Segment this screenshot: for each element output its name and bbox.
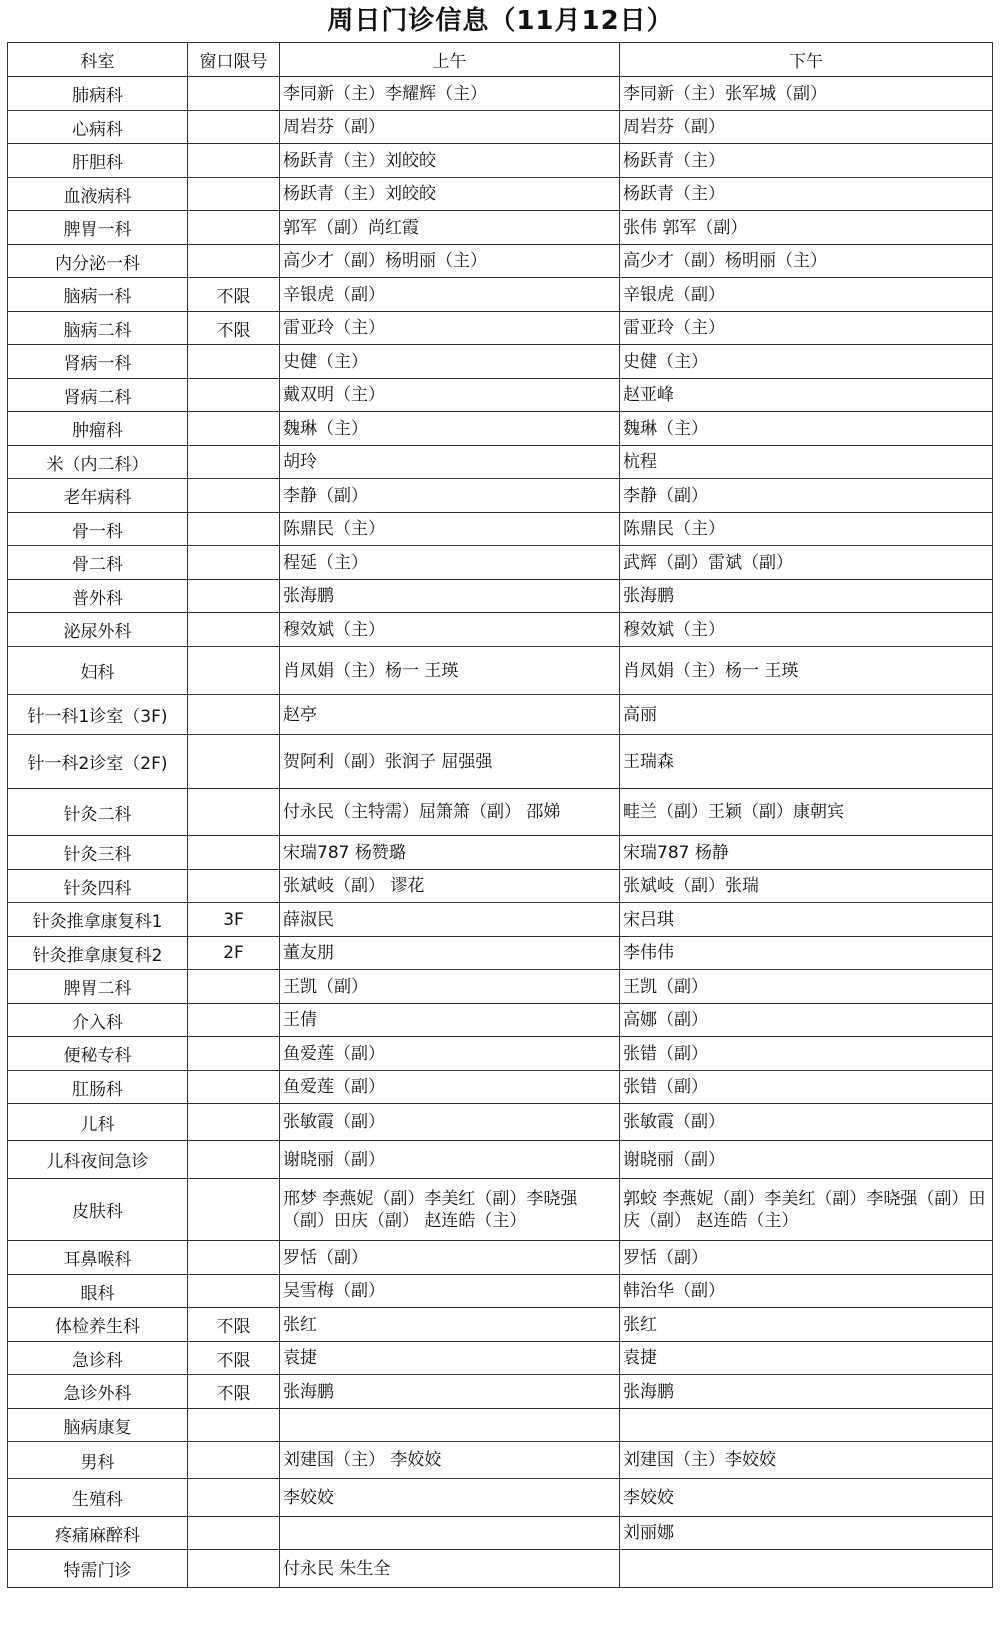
department-cell: 血液病科 bbox=[8, 178, 188, 211]
department-cell: 急诊科 bbox=[8, 1342, 188, 1375]
morning-doctors-cell: 戴双明（主） bbox=[280, 379, 620, 412]
morning-doctors-cell: 邢梦 李燕妮（副）李美红（副）李晓强（副）田庆（副） 赵连皓（主） bbox=[280, 1179, 620, 1241]
department-cell: 骨一科 bbox=[8, 513, 188, 546]
department-cell: 儿科 bbox=[8, 1104, 188, 1141]
afternoon-doctors-cell: 刘建国（主）李姣姣 bbox=[620, 1442, 993, 1479]
morning-doctors-cell: 付永民 朱生全 bbox=[280, 1550, 620, 1588]
window-limit-cell bbox=[188, 695, 280, 735]
morning-doctors-cell: 鱼爱莲（副） bbox=[280, 1071, 620, 1104]
afternoon-doctors-cell: 雷亚玲（主） bbox=[620, 312, 993, 345]
window-limit-cell: 不限 bbox=[188, 312, 280, 345]
table-row bbox=[8, 580, 993, 613]
window-limit-cell: 不限 bbox=[188, 1375, 280, 1409]
afternoon-doctors-cell: 张伟 郭军（副） bbox=[620, 211, 993, 245]
window-limit-cell bbox=[188, 836, 280, 870]
window-limit-cell bbox=[188, 412, 280, 446]
window-limit-cell bbox=[188, 580, 280, 613]
department-cell: 男科 bbox=[8, 1442, 188, 1479]
table-row bbox=[8, 613, 993, 647]
clinic-schedule-table bbox=[7, 42, 993, 1588]
afternoon-doctors-cell: 张错（副） bbox=[620, 1037, 993, 1071]
department-cell: 肿瘤科 bbox=[8, 412, 188, 446]
department-cell: 急诊外科 bbox=[8, 1375, 188, 1409]
department-cell: 耳鼻喉科 bbox=[8, 1241, 188, 1275]
window-limit-cell bbox=[188, 546, 280, 580]
table-row bbox=[8, 735, 993, 789]
morning-doctors-cell: 张海鹏 bbox=[280, 580, 620, 613]
morning-doctors-cell: 谢晓丽（副） bbox=[280, 1141, 620, 1179]
morning-doctors-cell: 周岩芬（副） bbox=[280, 111, 620, 144]
department-cell: 针灸推拿康复科1 bbox=[8, 903, 188, 937]
department-cell: 眼科 bbox=[8, 1275, 188, 1308]
morning-doctors-cell bbox=[280, 1409, 620, 1442]
afternoon-doctors-cell: 赵亚峰 bbox=[620, 379, 993, 412]
window-limit-cell bbox=[188, 1004, 280, 1037]
department-cell: 妇科 bbox=[8, 647, 188, 695]
window-limit-cell bbox=[188, 1141, 280, 1179]
morning-doctors-cell: 雷亚玲（主） bbox=[280, 312, 620, 345]
window-limit-cell bbox=[188, 1550, 280, 1588]
morning-doctors-cell: 贺阿利（副）张润子 屈强强 bbox=[280, 735, 620, 789]
morning-doctors-cell: 李同新（主）李耀辉（主） bbox=[280, 77, 620, 111]
window-limit-cell bbox=[188, 513, 280, 546]
afternoon-doctors-cell: 宋瑞787 杨静 bbox=[620, 836, 993, 870]
morning-doctors-cell: 杨跃青（主）刘皎皎 bbox=[280, 178, 620, 211]
afternoon-doctors-cell: 高少才（副）杨明丽（主） bbox=[620, 245, 993, 278]
window-limit-cell bbox=[188, 1037, 280, 1071]
afternoon-doctors-cell: 畦兰（副）王颖（副）康朝宾 bbox=[620, 789, 993, 836]
department-cell: 体检养生科 bbox=[8, 1308, 188, 1342]
department-cell: 针灸三科 bbox=[8, 836, 188, 870]
table-row bbox=[8, 77, 993, 111]
morning-doctors-cell: 张斌岐（副） 谬花 bbox=[280, 870, 620, 903]
department-cell: 肾病一科 bbox=[8, 345, 188, 379]
afternoon-doctors-cell: 高娜（副） bbox=[620, 1004, 993, 1037]
window-limit-cell bbox=[188, 735, 280, 789]
department-cell: 脾胃一科 bbox=[8, 211, 188, 245]
table-row bbox=[8, 970, 993, 1004]
morning-doctors-cell: 陈鼎民（主） bbox=[280, 513, 620, 546]
table-row bbox=[8, 513, 993, 546]
header-window-limit: 窗口限号 bbox=[188, 43, 280, 77]
morning-doctors-cell: 郭军（副）尚红霞 bbox=[280, 211, 620, 245]
department-cell: 肛肠科 bbox=[8, 1071, 188, 1104]
table-row bbox=[8, 1104, 993, 1141]
table-row bbox=[8, 144, 993, 178]
table-row bbox=[8, 245, 993, 278]
table-row bbox=[8, 789, 993, 836]
afternoon-doctors-cell: 张海鹏 bbox=[620, 1375, 993, 1409]
afternoon-doctors-cell: 谢晓丽（副） bbox=[620, 1141, 993, 1179]
table-row bbox=[8, 695, 993, 735]
afternoon-doctors-cell: 史健（主） bbox=[620, 345, 993, 379]
department-cell: 特需门诊 bbox=[8, 1550, 188, 1588]
department-cell: 骨二科 bbox=[8, 546, 188, 580]
morning-doctors-cell: 董友朋 bbox=[280, 937, 620, 970]
department-cell: 脑病一科 bbox=[8, 278, 188, 312]
morning-doctors-cell: 张红 bbox=[280, 1308, 620, 1342]
afternoon-doctors-cell: 李姣姣 bbox=[620, 1479, 993, 1517]
header-afternoon: 下午 bbox=[620, 43, 993, 77]
table-row bbox=[8, 1071, 993, 1104]
department-cell: 肺病科 bbox=[8, 77, 188, 111]
department-cell: 生殖科 bbox=[8, 1479, 188, 1517]
morning-doctors-cell: 穆效斌（主） bbox=[280, 613, 620, 647]
table-row bbox=[8, 1550, 993, 1588]
afternoon-doctors-cell: 辛银虎（副） bbox=[620, 278, 993, 312]
window-limit-cell bbox=[188, 1409, 280, 1442]
afternoon-doctors-cell: 杭程 bbox=[620, 446, 993, 479]
table-row bbox=[8, 278, 993, 312]
window-limit-cell bbox=[188, 1179, 280, 1241]
table-row bbox=[8, 412, 993, 446]
morning-doctors-cell bbox=[280, 1517, 620, 1550]
window-limit-cell: 2F bbox=[188, 937, 280, 970]
afternoon-doctors-cell: 魏琳（主） bbox=[620, 412, 993, 446]
window-limit-cell bbox=[188, 1241, 280, 1275]
morning-doctors-cell: 张海鹏 bbox=[280, 1375, 620, 1409]
window-limit-cell bbox=[188, 1517, 280, 1550]
department-cell: 米（内二科） bbox=[8, 446, 188, 479]
window-limit-cell: 不限 bbox=[188, 278, 280, 312]
table-row bbox=[8, 345, 993, 379]
afternoon-doctors-cell: 王瑞森 bbox=[620, 735, 993, 789]
table-row bbox=[8, 1004, 993, 1037]
afternoon-doctors-cell: 张错（副） bbox=[620, 1071, 993, 1104]
window-limit-cell bbox=[188, 870, 280, 903]
afternoon-doctors-cell: 武辉（副）雷斌（副） bbox=[620, 546, 993, 580]
morning-doctors-cell: 魏琳（主） bbox=[280, 412, 620, 446]
afternoon-doctors-cell: 郭蛟 李燕妮（副）李美红（副）李晓强（副）田庆（副） 赵连皓（主） bbox=[620, 1179, 993, 1241]
department-cell: 内分泌一科 bbox=[8, 245, 188, 278]
table-row bbox=[8, 1241, 993, 1275]
table-body bbox=[8, 77, 993, 1588]
department-cell: 针灸推拿康复科2 bbox=[8, 937, 188, 970]
department-cell: 肝胆科 bbox=[8, 144, 188, 178]
morning-doctors-cell: 李姣姣 bbox=[280, 1479, 620, 1517]
table-row bbox=[8, 1442, 993, 1479]
window-limit-cell: 不限 bbox=[188, 1342, 280, 1375]
morning-doctors-cell: 程延（主） bbox=[280, 546, 620, 580]
window-limit-cell bbox=[188, 479, 280, 513]
window-limit-cell: 不限 bbox=[188, 1308, 280, 1342]
window-limit-cell bbox=[188, 211, 280, 245]
afternoon-doctors-cell: 肖凤娟（主）杨一 王瑛 bbox=[620, 647, 993, 695]
table-row bbox=[8, 1141, 993, 1179]
department-cell: 脑病康复 bbox=[8, 1409, 188, 1442]
morning-doctors-cell: 赵亭 bbox=[280, 695, 620, 735]
afternoon-doctors-cell: 杨跃青（主） bbox=[620, 178, 993, 211]
table-row bbox=[8, 1342, 993, 1375]
department-cell: 便秘专科 bbox=[8, 1037, 188, 1071]
window-limit-cell bbox=[188, 1275, 280, 1308]
table-row bbox=[8, 312, 993, 345]
afternoon-doctors-cell: 张海鹏 bbox=[620, 580, 993, 613]
department-cell: 针一科1诊室（3F) bbox=[8, 695, 188, 735]
afternoon-doctors-cell: 韩治华（副） bbox=[620, 1275, 993, 1308]
department-cell: 介入科 bbox=[8, 1004, 188, 1037]
table-row bbox=[8, 1179, 993, 1241]
window-limit-cell bbox=[188, 1479, 280, 1517]
window-limit-cell bbox=[188, 446, 280, 479]
window-limit-cell bbox=[188, 647, 280, 695]
afternoon-doctors-cell: 杨跃青（主） bbox=[620, 144, 993, 178]
morning-doctors-cell: 罗恬（副） bbox=[280, 1241, 620, 1275]
table-row bbox=[8, 178, 993, 211]
afternoon-doctors-cell: 张红 bbox=[620, 1308, 993, 1342]
afternoon-doctors-cell bbox=[620, 1550, 993, 1588]
window-limit-cell bbox=[188, 379, 280, 412]
department-cell: 儿科夜间急诊 bbox=[8, 1141, 188, 1179]
window-limit-cell bbox=[188, 245, 280, 278]
department-cell: 针一科2诊室（2F) bbox=[8, 735, 188, 789]
department-cell: 疼痛麻醉科 bbox=[8, 1517, 188, 1550]
page-title: 周日门诊信息（11月12日） bbox=[327, 6, 674, 36]
header-department: 科室 bbox=[8, 43, 188, 77]
table-row bbox=[8, 546, 993, 580]
department-cell: 普外科 bbox=[8, 580, 188, 613]
window-limit-cell bbox=[188, 1104, 280, 1141]
afternoon-doctors-cell: 陈鼎民（主） bbox=[620, 513, 993, 546]
morning-doctors-cell: 鱼爱莲（副） bbox=[280, 1037, 620, 1071]
table-row bbox=[8, 1275, 993, 1308]
morning-doctors-cell: 胡玲 bbox=[280, 446, 620, 479]
window-limit-cell bbox=[188, 1442, 280, 1479]
window-limit-cell bbox=[188, 111, 280, 144]
morning-doctors-cell: 高少才（副）杨明丽（主） bbox=[280, 245, 620, 278]
morning-doctors-cell: 袁捷 bbox=[280, 1342, 620, 1375]
afternoon-doctors-cell: 李静（副） bbox=[620, 479, 993, 513]
table-row bbox=[8, 1308, 993, 1342]
table-row bbox=[8, 1479, 993, 1517]
table-row bbox=[8, 1409, 993, 1442]
window-limit-cell: 3F bbox=[188, 903, 280, 937]
window-limit-cell bbox=[188, 613, 280, 647]
morning-doctors-cell: 薛淑民 bbox=[280, 903, 620, 937]
table-row bbox=[8, 479, 993, 513]
morning-doctors-cell: 肖凤娟（主）杨一 王瑛 bbox=[280, 647, 620, 695]
window-limit-cell bbox=[188, 970, 280, 1004]
window-limit-cell bbox=[188, 789, 280, 836]
window-limit-cell bbox=[188, 1071, 280, 1104]
table-row bbox=[8, 937, 993, 970]
afternoon-doctors-cell: 李同新（主）张军城（副） bbox=[620, 77, 993, 111]
table-row bbox=[8, 903, 993, 937]
department-cell: 心病科 bbox=[8, 111, 188, 144]
morning-doctors-cell: 宋瑞787 杨赞璐 bbox=[280, 836, 620, 870]
window-limit-cell bbox=[188, 77, 280, 111]
table-row bbox=[8, 379, 993, 412]
department-cell: 脾胃二科 bbox=[8, 970, 188, 1004]
department-cell: 针灸二科 bbox=[8, 789, 188, 836]
department-cell: 老年病科 bbox=[8, 479, 188, 513]
morning-doctors-cell: 张敏霞（副） bbox=[280, 1104, 620, 1141]
afternoon-doctors-cell: 刘丽娜 bbox=[620, 1517, 993, 1550]
morning-doctors-cell: 史健（主） bbox=[280, 345, 620, 379]
window-limit-cell bbox=[188, 144, 280, 178]
department-cell: 脑病二科 bbox=[8, 312, 188, 345]
afternoon-doctors-cell: 袁捷 bbox=[620, 1342, 993, 1375]
morning-doctors-cell: 杨跃青（主）刘皎皎 bbox=[280, 144, 620, 178]
department-cell: 皮肤科 bbox=[8, 1179, 188, 1241]
morning-doctors-cell: 李静（副） bbox=[280, 479, 620, 513]
table-header-row bbox=[8, 43, 993, 77]
afternoon-doctors-cell: 穆效斌（主） bbox=[620, 613, 993, 647]
afternoon-doctors-cell: 王凯（副） bbox=[620, 970, 993, 1004]
afternoon-doctors-cell: 张敏霞（副） bbox=[620, 1104, 993, 1141]
table-row bbox=[8, 111, 993, 144]
table-row bbox=[8, 836, 993, 870]
morning-doctors-cell: 刘建国（主） 李姣姣 bbox=[280, 1442, 620, 1479]
table-row bbox=[8, 1517, 993, 1550]
table-row bbox=[8, 1375, 993, 1409]
window-limit-cell bbox=[188, 345, 280, 379]
morning-doctors-cell: 付永民（主特需）屈箫箫（副） 邵娣 bbox=[280, 789, 620, 836]
department-cell: 泌尿外科 bbox=[8, 613, 188, 647]
morning-doctors-cell: 吴雪梅（副） bbox=[280, 1275, 620, 1308]
table-row bbox=[8, 870, 993, 903]
window-limit-cell bbox=[188, 178, 280, 211]
department-cell: 肾病二科 bbox=[8, 379, 188, 412]
table-row bbox=[8, 211, 993, 245]
afternoon-doctors-cell: 宋吕琪 bbox=[620, 903, 993, 937]
department-cell: 针灸四科 bbox=[8, 870, 188, 903]
morning-doctors-cell: 王凯（副） bbox=[280, 970, 620, 1004]
afternoon-doctors-cell bbox=[620, 1409, 993, 1442]
morning-doctors-cell: 辛银虎（副） bbox=[280, 278, 620, 312]
morning-doctors-cell: 王倩 bbox=[280, 1004, 620, 1037]
table-row bbox=[8, 1037, 993, 1071]
table-row bbox=[8, 446, 993, 479]
afternoon-doctors-cell: 张斌岐（副）张瑞 bbox=[620, 870, 993, 903]
afternoon-doctors-cell: 罗恬（副） bbox=[620, 1241, 993, 1275]
afternoon-doctors-cell: 高丽 bbox=[620, 695, 993, 735]
table-row bbox=[8, 647, 993, 695]
afternoon-doctors-cell: 周岩芬（副） bbox=[620, 111, 993, 144]
header-morning: 上午 bbox=[280, 43, 620, 77]
afternoon-doctors-cell: 李伟伟 bbox=[620, 937, 993, 970]
